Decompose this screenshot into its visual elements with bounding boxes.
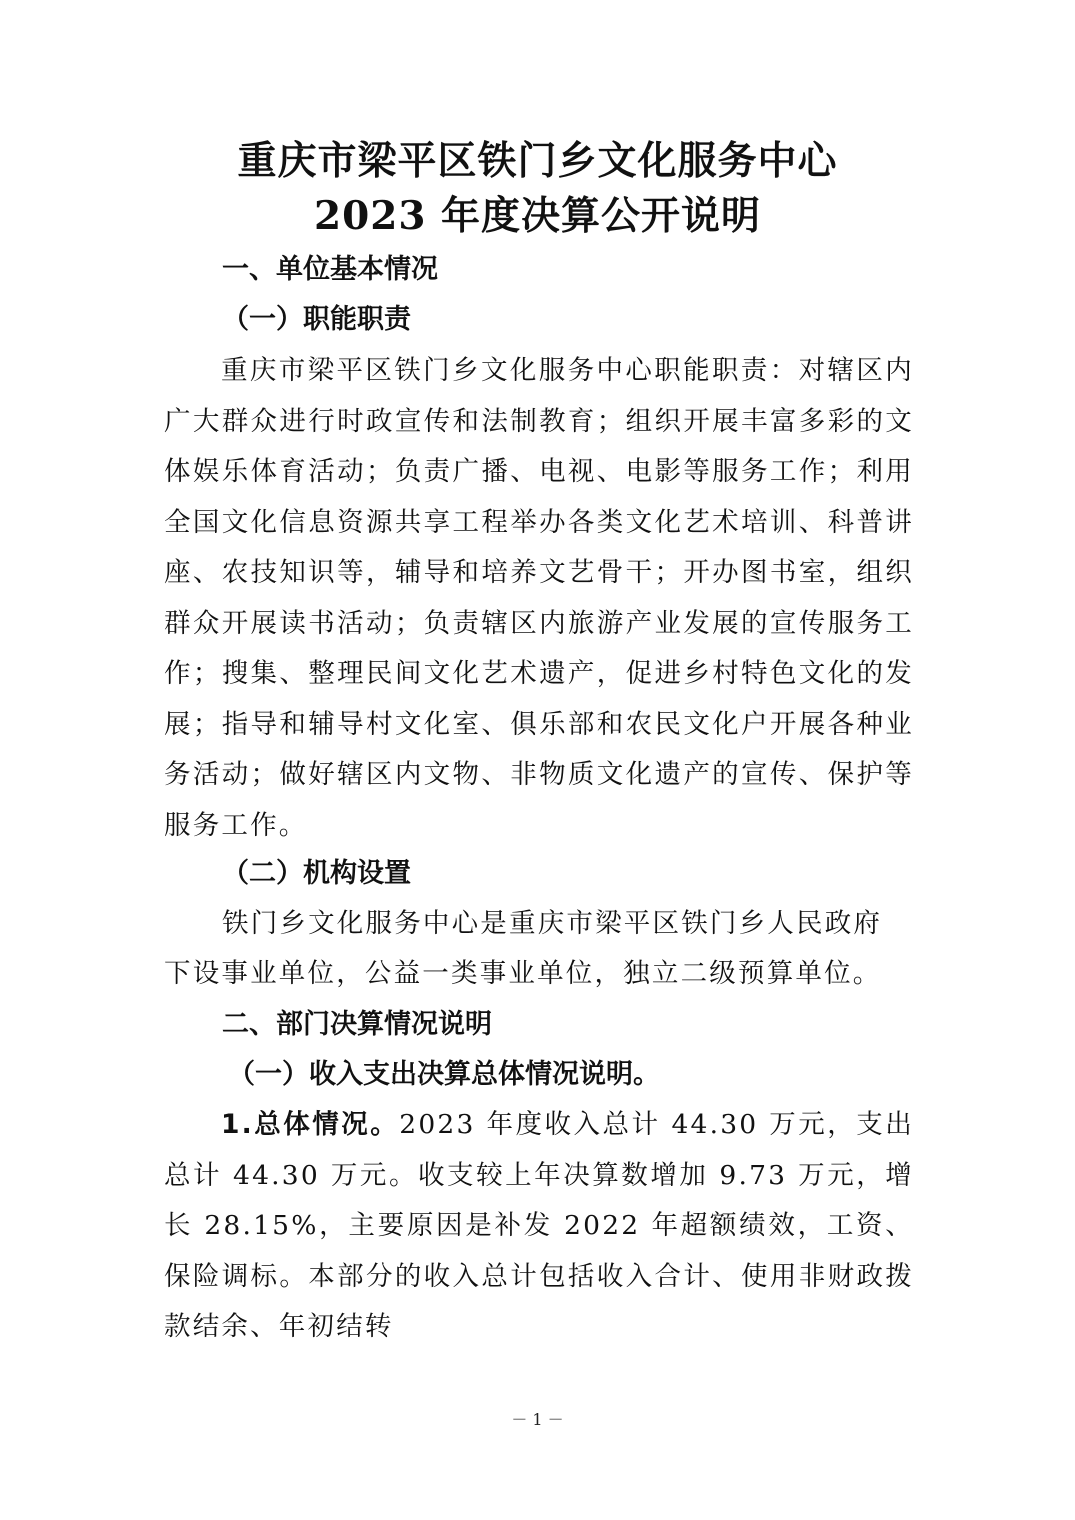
organization-line-2: 下设事业单位，公益一类事业单位，独立二级预算单位。 xyxy=(164,958,882,989)
subsection-heading-income-expenditure: （一）收入支出决算总体情况说明。 xyxy=(228,1059,660,1090)
subsection-heading-organization: （二）机构设置 xyxy=(222,858,411,889)
page-number: － 1 － xyxy=(511,1410,564,1429)
subsection-heading-functions: （一）职能职责 xyxy=(222,304,411,335)
section-heading-final-accounts: 二、部门决算情况说明 xyxy=(222,1009,492,1040)
organization-line-1: 铁门乡文化服务中心是重庆市梁平区铁门乡人民政府 xyxy=(222,908,883,939)
functions-paragraph: 重庆市梁平区铁门乡文化服务中心职能职责：对辖区内广大群众进行时政宣传和法制教育；组织开展丰富多彩的文体娱乐体育活动；负责广播、电视、电影等服务工作；利用全国文化信息资源共享工程举办各类文化艺术培训、科普讲座、农技知识等，辅导和培养文艺骨干；开办图书室，组织群众开展读书活动；负责辖区内旅游产业发展的宣传服务工作；搜集、整理民间文化艺术遗产，促进乡村特色文化的发展；指导和辅导村文化室、俱乐部和农民文化户开展各种业务活动；做好辖区内文物、非物质文化遗产的宣传、保护等服务工作。 xyxy=(164,355,914,841)
overall-lead: 1.总体情况。 xyxy=(221,1109,400,1140)
section-heading-unit-basics: 一、单位基本情况 xyxy=(222,254,438,285)
document-title-line-1: 重庆市梁平区铁门乡文化服务中心 xyxy=(237,138,838,184)
overall-paragraph xyxy=(164,1100,914,1353)
document-title-line-2: 2023 年度决算公开说明 xyxy=(313,193,762,239)
overall-text: 2023 年度收入总计 44.30 万元，支出总计 44.30 万元。收支较上年决算数增加 9.73 万元，增长 28.15%，主要原因是补发 2022 年超额绩效，工资、保险调标。本部分的收入总计包括收入合计、使用非财政拨款结余、年初结转 xyxy=(164,1109,914,1342)
